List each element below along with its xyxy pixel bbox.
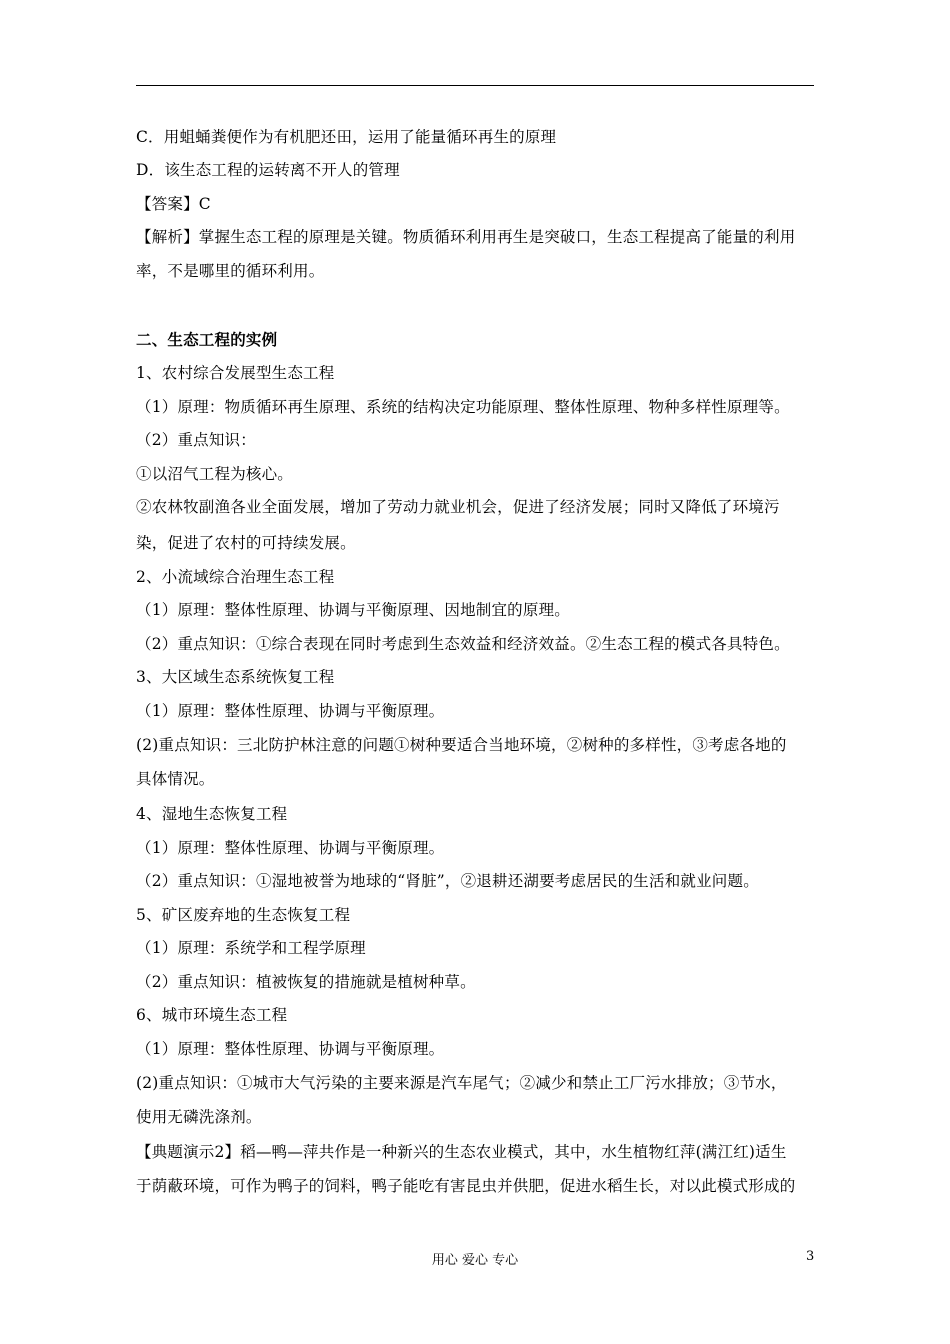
item-2-key: （2）重点知识：①综合表现在同时考虑到生态效益和经济效益。②生态工程的模式各具特色。 <box>136 635 790 653</box>
item-4-title: 4、湿地生态恢复工程 <box>136 805 288 823</box>
analysis-line-1: 【解析】掌握生态工程的原理是关键。物质循环利用再生是突破口，生态工程提高了能量的利用 <box>136 228 796 246</box>
item-6-principle: （1）原理：整体性原理、协调与平衡原理。 <box>136 1040 445 1058</box>
item-3-principle: （1）原理：整体性原理、协调与平衡原理。 <box>136 702 445 720</box>
item-1-title: 1、农村综合发展型生态工程 <box>136 364 335 382</box>
page-number: 3 <box>806 1249 815 1264</box>
item-3-key-line-1: (2)重点知识：三北防护林注意的问题①树种要适合当地环境，②树种的多样性，③考虑各地的 <box>136 736 787 754</box>
analysis-line-2: 率，不是哪里的循环利用。 <box>136 262 325 280</box>
item-6-key-line-2: 使用无磷洗涤剂。 <box>136 1108 262 1126</box>
item-1-key-label: （2）重点知识： <box>136 431 256 449</box>
option-d: D．该生态工程的运转离不开人的管理 <box>136 161 400 179</box>
item-1-principle: （1）原理：物质循环再生原理、系统的结构决定功能原理、整体性原理、物种多样性原理等。 <box>136 398 790 416</box>
item-6-key-line-1: (2)重点知识：①城市大气污染的主要来源是汽车尾气；②减少和禁止工厂污水排放；③节水， <box>136 1074 787 1092</box>
example-2-line-1: 【典题演示2】稻—鸭—萍共作是一种新兴的生态农业模式，其中，水生植物红萍(满江红)适生 <box>136 1143 787 1161</box>
item-6-title: 6、城市环境生态工程 <box>136 1006 288 1024</box>
item-1-key-1: ①以沼气工程为核心。 <box>136 465 294 483</box>
item-1-key-2-line-1: ②农林牧副渔各业全面发展，增加了劳动力就业机会，促进了经济发展；同时又降低了环境污 <box>136 498 780 516</box>
option-c: C．用蛆蛹粪便作为有机肥还田，运用了能量循环再生的原理 <box>136 128 557 146</box>
item-4-principle: （1）原理：整体性原理、协调与平衡原理。 <box>136 839 445 857</box>
item-4-key: （2）重点知识：①湿地被誉为地球的“肾脏”，②退耕还湖要考虑居民的生活和就业问题。 <box>136 872 759 890</box>
section-heading: 二、生态工程的实例 <box>136 330 278 349</box>
item-1-key-2-line-2: 染，促进了农村的可持续发展。 <box>136 534 356 552</box>
item-2-title: 2、小流域综合治理生态工程 <box>136 568 335 586</box>
item-3-key-line-2: 具体情况。 <box>136 770 215 788</box>
item-5-principle: （1）原理：系统学和工程学原理 <box>136 939 366 957</box>
item-2-principle: （1）原理：整体性原理、协调与平衡原理、因地制宜的原理。 <box>136 601 570 619</box>
footer-slogan: 用心 爱心 专心 <box>431 1253 519 1268</box>
answer: 【答案】C <box>136 195 211 213</box>
item-3-title: 3、大区域生态系统恢复工程 <box>136 668 335 686</box>
item-5-key: （2）重点知识：植被恢复的措施就是植树种草。 <box>136 973 476 991</box>
header-rule <box>136 85 814 86</box>
example-2-line-2: 于荫蔽环境，可作为鸭子的饲料，鸭子能吃有害昆虫并供肥，促进水稻生长，对以此模式形成的 <box>136 1177 796 1195</box>
item-5-title: 5、矿区废弃地的生态恢复工程 <box>136 906 351 924</box>
